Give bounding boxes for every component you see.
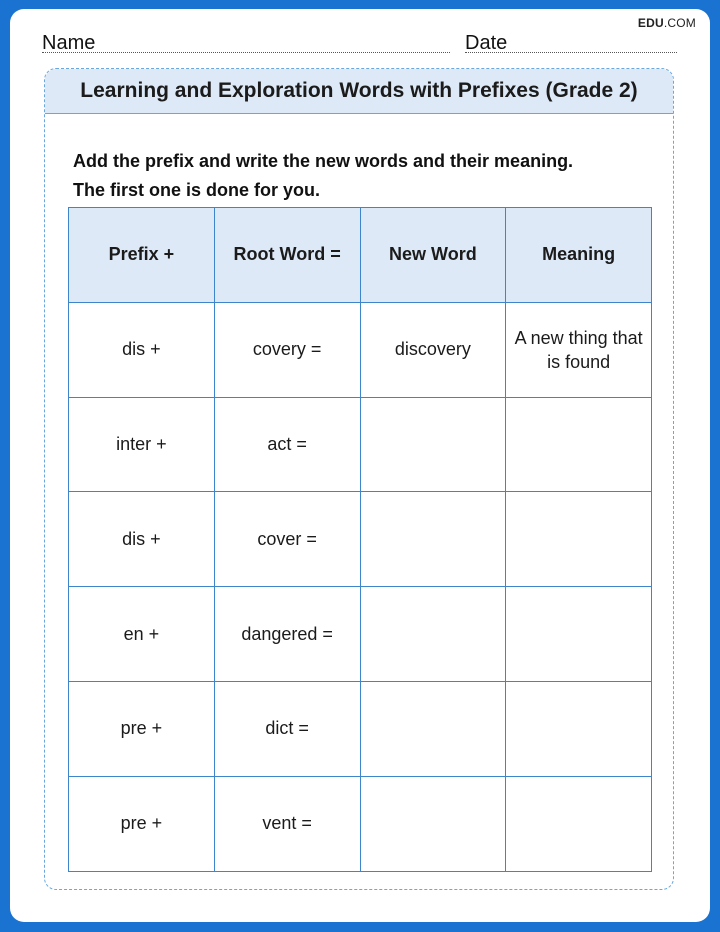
name-field[interactable] [42,52,450,53]
date-label: Date [465,32,508,54]
meaning-cell[interactable] [506,397,652,492]
table-row [69,587,652,682]
prefix-cell: en + [69,587,215,682]
column-header-root-word: Root Word = [214,208,360,303]
root-word-cell: act = [214,397,360,492]
date-field[interactable] [465,52,677,53]
new-word-cell[interactable]: discovery [360,302,506,397]
instructions-line-1: Add the prefix and write the new words and their meaning. [73,151,574,171]
meaning-cell[interactable] [506,776,652,871]
prefix-cell: inter + [69,397,215,492]
instructions [73,147,573,205]
prefix-cell: pre + [69,776,215,871]
table-row [69,776,652,871]
meaning-cell[interactable] [506,681,652,776]
new-word-cell[interactable] [360,492,506,587]
root-word-cell: dangered = [214,587,360,682]
name-label: Name [42,32,96,54]
column-header-meaning: Meaning [506,208,652,303]
meaning-cell[interactable] [506,492,652,587]
table-row [69,302,652,397]
meaning-cell[interactable]: A new thing that is found [506,302,652,397]
column-header-new-word: New Word [360,208,506,303]
new-word-cell[interactable] [360,776,506,871]
brand-logo-com: .COM [663,16,696,30]
prefix-cell: dis + [69,492,215,587]
worksheet-title: Learning and Exploration Words with Prefixes (Grade 2) [80,79,638,102]
table-row [69,397,652,492]
table-row [69,681,652,776]
new-word-cell[interactable] [360,397,506,492]
new-word-cell[interactable] [360,587,506,682]
column-header-prefix: Prefix + [69,208,215,303]
worksheet-card [44,68,674,890]
prefix-cell: pre + [69,681,215,776]
meaning-cell[interactable] [506,587,652,682]
prefix-cell: dis + [69,302,215,397]
brand-logo-edu: EDU [637,16,664,30]
new-word-cell[interactable] [360,681,506,776]
table-row [69,492,652,587]
instructions-line-2: The first one is done for you. [73,180,321,200]
prefix-table [68,207,652,872]
worksheet-page [10,9,710,922]
root-word-cell: vent = [214,776,360,871]
root-word-cell: cover = [214,492,360,587]
root-word-cell: dict = [214,681,360,776]
root-word-cell: covery = [214,302,360,397]
table-header-row [69,208,652,303]
brand-logo [638,16,696,30]
card-header [45,69,673,114]
